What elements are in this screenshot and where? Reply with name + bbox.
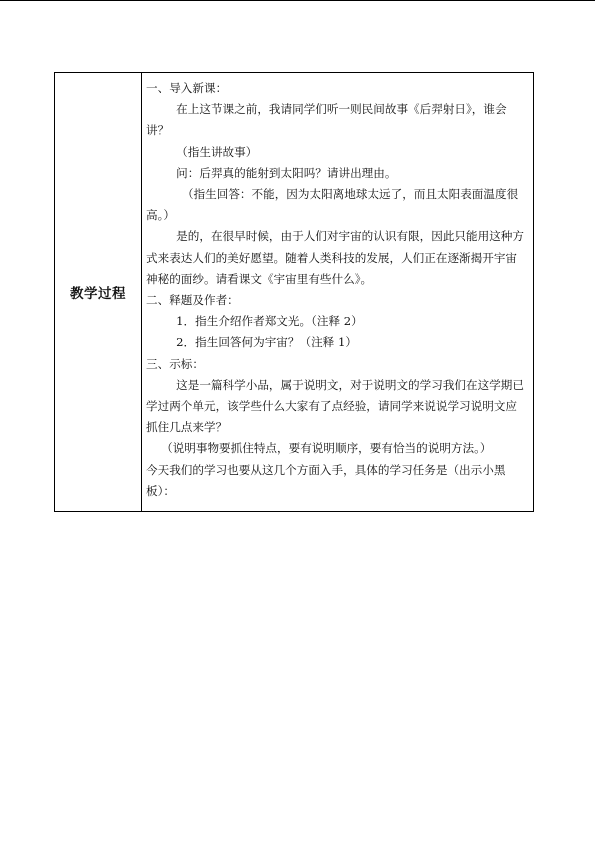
list-item-universe: 2．指生回答何为宇宙？（注释 1） — [176, 335, 357, 350]
section-content-cell — [142, 73, 533, 511]
section-label-cell: 教学过程 — [55, 73, 142, 511]
paragraph-method: （说明事物要抓住特点，要有说明顺序，要有恰当的说明方法。） — [161, 441, 492, 456]
page-top-rule — [0, 0, 595, 1]
heading-title-author: 二、释题及作者： — [146, 293, 239, 308]
paragraph-story-instruction: （指生讲故事） — [176, 144, 258, 159]
list-item-author: 1．指生介绍作者郑文光。（注释 2） — [176, 314, 363, 329]
heading-intro: 一、导入新课： — [146, 81, 228, 95]
heading-objectives: 三、示标： — [146, 356, 204, 371]
paragraph-answer: （指生回答：不能，因为太阳离地球太远了，而且太阳表面温度很高。） — [146, 187, 519, 223]
paragraph-explanation: 是的，在很早时候，由于人们对宇宙的认识有限，因此只能用这种方式来表达人们的美好愿望。随着人类科技的发展，人们正在逐渐揭开宇宙神秘的面纱。请看课文《宇宙里有些什么》。 — [146, 229, 524, 286]
paragraph-story-question: 在上这节课之前，我请同学们听一则民间故事《后羿射日》，谁会讲？ — [146, 102, 507, 138]
paragraph-question: 问：后羿真的能射到太阳吗？请讲出理由。 — [176, 165, 397, 180]
lesson-plan-table — [54, 72, 534, 512]
paragraph-task: 今天我们的学习也要从这几个方面入手，具体的学习任务是（出示小黑板）： — [146, 462, 506, 498]
paragraph-expository: 这是一篇科学小品，属于说明文，对于说明文的学习我们在这学期已学过两个单元，该学些什么大家有了点经验，请同学来说说学习说明文应抓住几点来学？ — [146, 377, 524, 435]
